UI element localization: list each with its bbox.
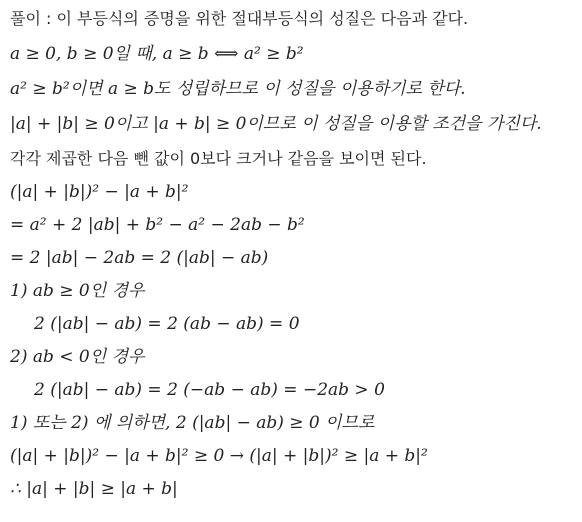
difference-expression-line: (|a| + |b|)² − |a + b|² [10,182,189,202]
inequality-derivation-line: (|a| + |b|)² − |a + b|² ≥ 0 → (|a| + |b|)² ≥ |a + b|² [10,446,428,466]
case-conclusion-line: 1) 또는 2) 에 의하면, 2 (|ab| − ab) ≥ 0 이므로 [10,413,375,433]
final-conclusion-line: ∴ |a| + |b| ≥ |a + b| [10,479,178,499]
property-statement-line: a ≥ 0, b ≥ 0일 때, a ≥ b ⟺ a² ≥ b² [10,44,304,64]
simplification-line: = 2 |ab| − 2ab = 2 (|ab| − ab) [10,248,269,268]
expansion-line: = a² + 2 |ab| + b² − a² − 2ab − b² [10,215,305,235]
case-one-result: 2 (|ab| − ab) = 2 (ab − ab) = 0 [34,314,300,334]
case-one-heading: 1) ab ≥ 0인 경우 [10,281,145,301]
case-two-result: 2 (|ab| − ab) = 2 (−ab − ab) = −2ab > 0 [34,380,385,400]
solution-intro-line: 풀이 : 이 부등식의 증명을 위한 절대부등식의 성질은 다음과 같다. [10,9,469,28]
property-usage-line: a² ≥ b²이면 a ≥ b도 성립하므로 이 성질을 이용하기로 한다. [10,79,466,99]
condition-line: |a| + |b| ≥ 0이고 |a + b| ≥ 0이므로 이 성질을 이용할 조건을 가진다. [10,114,542,134]
method-line: 각각 제곱한 다음 뺀 값이 0보다 크거나 같음을 보이면 된다. [10,149,427,168]
case-two-heading: 2) ab < 0인 경우 [10,347,145,367]
